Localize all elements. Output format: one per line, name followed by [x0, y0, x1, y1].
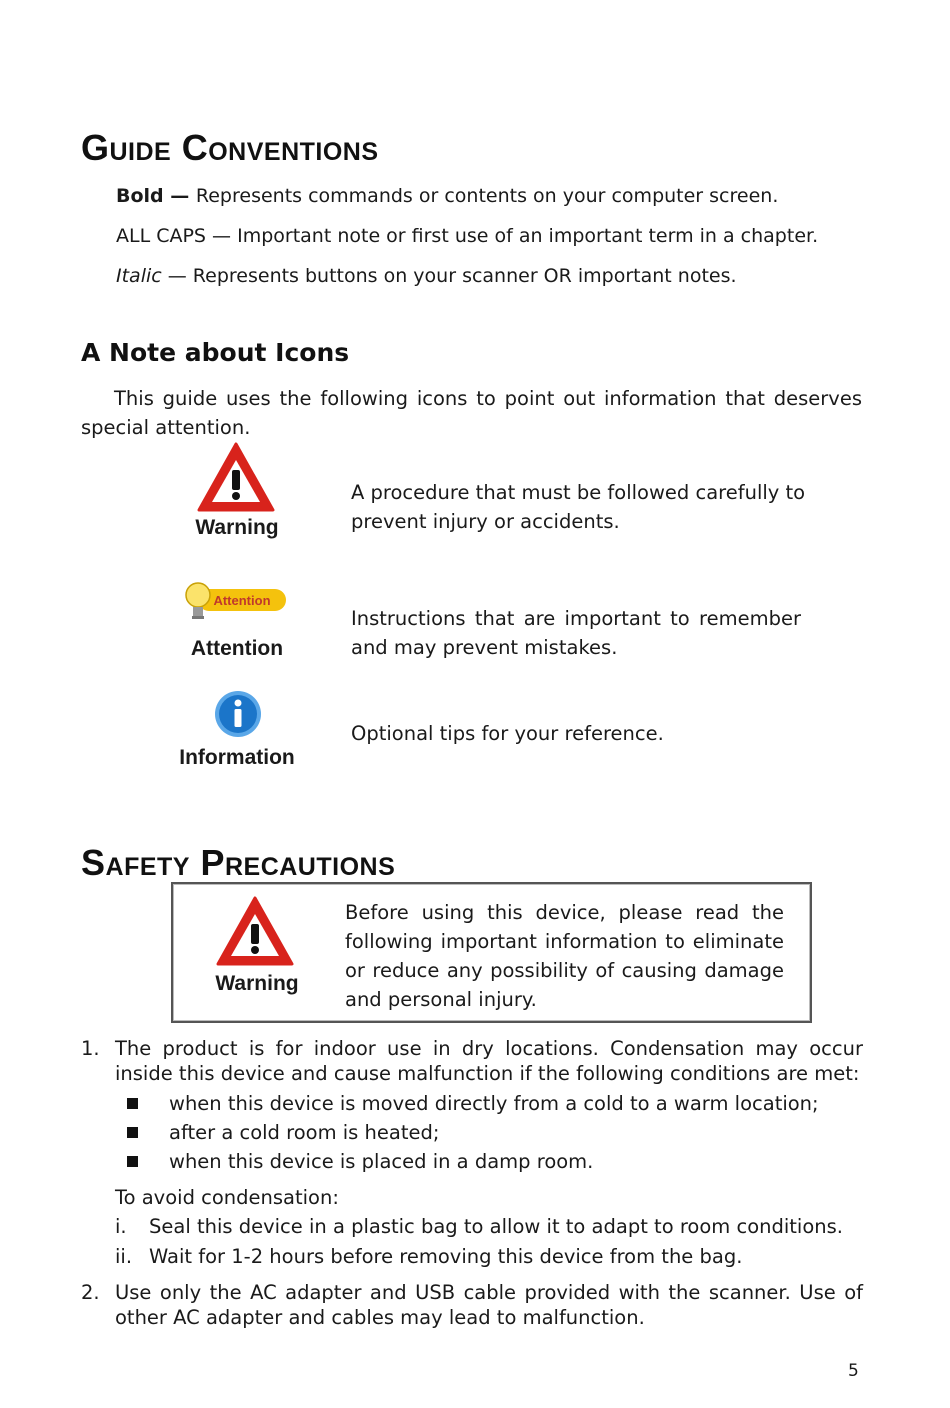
- warning-triangle-icon: [195, 440, 277, 514]
- convention-text: Represents buttons on your scanner OR important notes.: [192, 265, 737, 287]
- convention-text: Important note or first use of an important term in a chapter.: [237, 225, 819, 247]
- warning-triangle-icon: [214, 894, 296, 968]
- list-number: 2.: [81, 1281, 100, 1304]
- avoid-step: Seal this device in a plastic bag to allow it to adapt to room conditions.: [149, 1215, 843, 1238]
- bullet-marker: [127, 1156, 138, 1167]
- attention-badge-text: Attention: [213, 593, 271, 608]
- roman-numeral: ii.: [115, 1245, 133, 1268]
- attention-description: Instructions that are important to remember and may prevent mistakes.: [351, 607, 801, 659]
- safety-warning-text: Before using this device, please read the following important information to eliminate or reduce any possibility of causing damage and personal injury.: [345, 901, 784, 1011]
- convention-sep: —: [161, 265, 193, 287]
- list-number: 1.: [81, 1037, 100, 1060]
- convention-bold: [116, 185, 778, 208]
- attention-bulb-icon: [184, 579, 290, 623]
- bullet-item: when this device is moved directly from a cold to a warm location;: [169, 1092, 819, 1115]
- information-description: Optional tips for your reference.: [351, 722, 664, 745]
- convention-all-caps: [116, 225, 818, 248]
- icons-intro-text: This guide uses the following icons to point out information that deserves special attention.: [81, 387, 862, 439]
- information-icon: [213, 689, 263, 739]
- warning-description: A procedure that must be followed carefully to prevent injury or accidents.: [351, 481, 806, 533]
- bullet-marker: [127, 1127, 138, 1138]
- list-item-text: The product is for indoor use in dry locations. Condensation may occur inside this device and cause malfunction if the following conditions are met:: [115, 1037, 863, 1085]
- convention-text: Represents commands or contents on your computer screen.: [195, 185, 779, 207]
- convention-italic: [116, 265, 737, 288]
- information-label: Information: [179, 746, 295, 769]
- convention-term: ALL CAPS: [116, 225, 206, 247]
- avoid-step: Wait for 1-2 hours before removing this device from the bag.: [149, 1245, 743, 1268]
- section-title-icons-note: A Note about Icons: [81, 338, 350, 367]
- attention-label: Attention: [190, 637, 284, 660]
- bullet-marker: [127, 1098, 138, 1109]
- section-title-guide-conventions: Guide Conventions: [81, 127, 379, 168]
- bullet-item: when this device is placed in a damp room.: [169, 1150, 594, 1173]
- convention-sep: —: [163, 185, 196, 207]
- convention-term: Italic: [116, 265, 162, 287]
- icons-intro: [81, 384, 862, 442]
- convention-term: Bold: [116, 185, 164, 207]
- section-title-safety-precautions: Safety Precautions: [81, 842, 396, 883]
- list-item-text: Use only the AC adapter and USB cable provided with the scanner. Use of other AC adapter and cables may lead to malfunction.: [115, 1281, 863, 1329]
- page-number: 5: [848, 1361, 859, 1381]
- bullet-item: after a cold room is heated;: [169, 1121, 440, 1144]
- safety-warning-label: Warning: [215, 972, 299, 995]
- convention-sep: —: [206, 225, 238, 247]
- avoid-condensation-title: To avoid condensation:: [115, 1186, 339, 1209]
- warning-label: Warning: [195, 516, 279, 539]
- roman-numeral: i.: [115, 1215, 127, 1238]
